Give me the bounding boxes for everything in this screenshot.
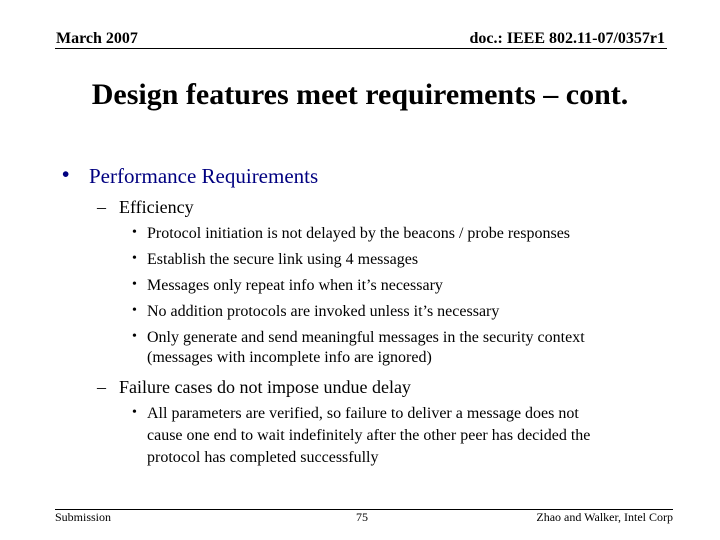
bullet-icon: • <box>62 162 70 186</box>
footer-submission: Submission <box>55 510 112 524</box>
bullet-icon: • <box>132 225 137 240</box>
list-item: Protocol initiation is not delayed by the beacons / probe responses <box>147 225 571 242</box>
bullet-icon: • <box>132 303 137 318</box>
list-item-continuation: protocol has completed successfully <box>147 449 379 466</box>
slide-title: Design features meet requirements – cont. <box>91 78 629 111</box>
dash-icon: – <box>97 197 106 217</box>
list-item: Establish the secure link using 4 messages <box>147 251 419 268</box>
bullet-icon: • <box>132 277 137 292</box>
list-item: Only generate and send meaningful messages in the security context <box>147 329 585 346</box>
bullet-icon: • <box>132 251 137 266</box>
header-date: March 2007 <box>56 30 138 47</box>
page-number: 75 <box>356 510 368 524</box>
list-item-continuation: (messages with incomplete info are ignored) <box>147 349 432 366</box>
header-divider <box>55 48 667 49</box>
list-item-continuation: cause one end to wait indefinitely after the other peer has decided the <box>147 427 591 444</box>
list-item: All parameters are verified, so failure to deliver a message does not <box>147 405 579 422</box>
list-item: No addition protocols are invoked unless it’s necessary <box>147 303 500 320</box>
header-doc-id: doc.: IEEE 802.11-07/0357r1 <box>469 30 665 47</box>
bullet-icon: • <box>132 329 137 344</box>
subheading-efficiency: Efficiency <box>119 197 194 217</box>
footer-authors: Zhao and Walker, Intel Corp <box>536 510 673 524</box>
bullet-icon: • <box>132 405 137 420</box>
list-item: Messages only repeat info when it’s necessary <box>147 277 443 294</box>
bullet-performance-requirements: Performance Requirements <box>89 164 319 188</box>
dash-icon: – <box>97 377 106 397</box>
subheading-failure-cases: Failure cases do not impose undue delay <box>119 377 411 397</box>
